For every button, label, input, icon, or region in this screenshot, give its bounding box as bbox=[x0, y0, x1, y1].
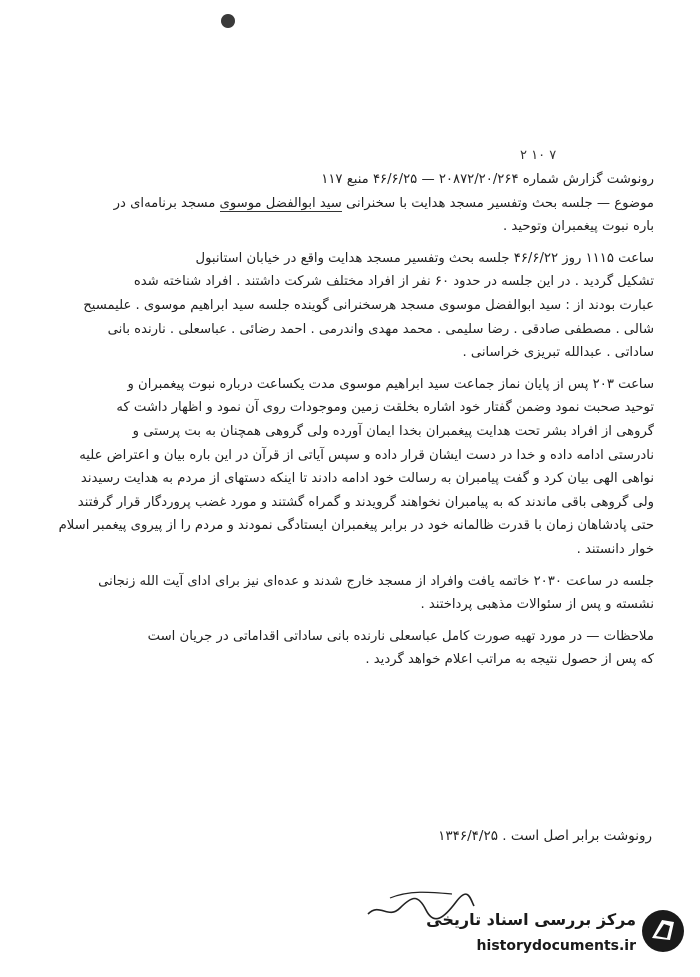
text-line: ملاحظات — در مورد تهیه صورت کامل عباسعلی نارنده بانی ساداتی اقداماتی در جریان است bbox=[147, 628, 654, 644]
text-line: نشسته و پس از سئوالات مذهبی پرداختند . bbox=[420, 597, 654, 613]
report-heading: رونوشت گزارش شماره ۲۰۸۷۲/۲۰/۲۶۴ — ۴۶/۶/۲۵ منبع ۱۱۷ bbox=[321, 172, 654, 187]
spacer bbox=[48, 562, 654, 570]
reference-number: ۲ ۱۰ ۷ bbox=[520, 148, 557, 163]
text-line: خوار دانستند . bbox=[576, 541, 654, 557]
text-line: عبارت بودند از : سید ابوالفضل موسوی مسجد هرسخنرانی گوینده جلسه سید ابراهیم موسوی . علیمسیح bbox=[83, 297, 654, 313]
archive-watermark-logo bbox=[414, 908, 690, 970]
copy-certification: رونوشت برابر اصل است . ۱۳۴۶/۴/۲۵ bbox=[438, 828, 652, 844]
subject-line bbox=[48, 192, 654, 216]
paragraph-closing bbox=[48, 570, 654, 617]
hole-punch-mark bbox=[221, 14, 235, 28]
text-line: تشکیل گردید . در این جلسه در حدود ۶۰ نفر از افراد مختلف شرکت داشتند . افراد شناخته شده bbox=[133, 274, 654, 290]
text-line: ساداتی . عبدالله تبریزی خراسانی . bbox=[462, 345, 654, 361]
archive-logo-url: historydocuments.ir bbox=[476, 938, 636, 954]
text-line: گروهی از افراد بشر تحت هدایت پیغمبران بخدا ایمان آورده ولی گروهی همچنان به بت پرستی و bbox=[132, 423, 654, 439]
text-line: شالی . مصطفی صادقی . رضا سلیمی . محمد مهدی واندرمی . احمد رضائی . عباسعلی . نارنده بانی bbox=[107, 321, 654, 337]
spacer bbox=[48, 365, 654, 373]
spacer bbox=[48, 239, 654, 247]
text-line: ساعت ۲۰۳ پس از پایان نماز جماعت سید ابراهیم موسوی مدت یکساعت درباره نبوت پیغمبران و bbox=[127, 376, 654, 392]
text-line: توحید صحبت نمود وضمن گفتار خود اشاره بخلقت زمین وموجودات روی آن نمود و اظهار داشت که bbox=[116, 400, 654, 416]
text-line: نواهی الهی بیان کرد و گفت پیامبران به رسالت خود ادامه دادند تا اینکه دستهای از مردم به هدایت رسیدند bbox=[80, 471, 654, 487]
paragraph-sermon bbox=[48, 373, 654, 562]
subject-label: موضوع — bbox=[592, 195, 654, 211]
archive-emblem-icon bbox=[640, 908, 686, 954]
subject-text-after: مسجد برنامه‌ای در bbox=[113, 195, 220, 211]
text-line: جلسه در ساعت ۲۰۳۰ خاتمه یافت وافراد از مسجد خارج شدند و عده‌ای نیز برای ادای آیت الله زنجانی bbox=[98, 573, 654, 589]
spacer bbox=[48, 617, 654, 625]
document-body bbox=[48, 168, 654, 672]
text-line: ساعت ۱۱۱۵ روز ۴۶/۶/۲۲ جلسه بحث وتفسیر مسجد هدایت واقع در خیابان استانبول bbox=[195, 250, 654, 266]
text-line: ولی گروهی باقی ماندند که به پیامبران نخواهند گرویدند و گمراه گشتند و مورد غضب پروردگار قرار گرفتند bbox=[77, 494, 654, 510]
text-line: که پس از حصول نتیجه به مراتب اعلام خواهد گردید . bbox=[365, 652, 654, 668]
text-line: نادرستی ادامه داده و خدا در دست ایشان قرار داده و سپس آیاتی از قرآن در این باره بیان و اعتراض علیه bbox=[79, 447, 654, 463]
subject-underlined-name: سید ابوالفضل موسوی bbox=[219, 195, 342, 211]
subject-text-before: جلسه بحث وتفسیر مسجد هدایت با سخنرانی bbox=[341, 195, 593, 211]
text-line: حتی پادشاهان زمان با قدرت ظالمانه خود در برابر پیغمبران ایستادگی نمودند و مردم را از پیروی پیغمبر اسلام bbox=[58, 518, 654, 534]
paragraph-meeting bbox=[48, 247, 654, 365]
paragraph-remarks bbox=[48, 625, 654, 672]
archive-logo-title: مرکز بررسی اسناد تاریخی bbox=[426, 910, 636, 929]
subject-line-2: باره نبوت پیغمبران وتوحید . bbox=[503, 219, 654, 235]
